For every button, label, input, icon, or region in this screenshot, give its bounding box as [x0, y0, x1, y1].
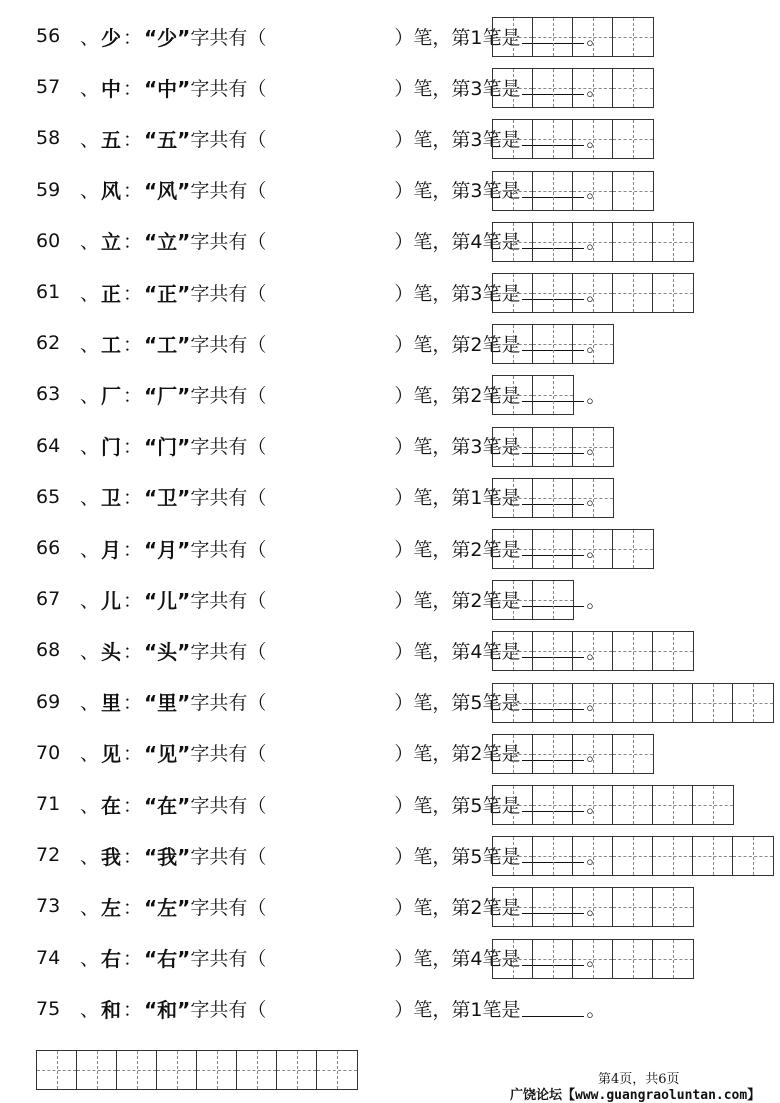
question-number: 61 — [36, 281, 61, 303]
grid-cell[interactable] — [573, 428, 613, 466]
grid-cell[interactable] — [197, 1051, 237, 1089]
question-number: 66 — [36, 537, 61, 559]
stroke-count-prompt: 字共有（ — [190, 180, 267, 203]
stroke-position: 第4笔是 — [451, 231, 521, 254]
grid-cell[interactable] — [493, 376, 533, 414]
stroke-count-prompt: 字共有（ — [190, 487, 267, 510]
question-number: 73 — [36, 895, 61, 918]
period: 。 — [586, 692, 606, 715]
stroke-answer-blank[interactable] — [522, 1015, 584, 1017]
question-char: 和 — [101, 998, 122, 1023]
grid-cell[interactable] — [117, 1051, 157, 1089]
grid-cell[interactable] — [317, 1051, 357, 1089]
period: 。 — [586, 794, 606, 817]
grid-cell[interactable] — [613, 18, 653, 56]
grid-cell[interactable] — [493, 940, 533, 978]
grid-cell[interactable] — [533, 786, 573, 824]
colon: ： — [123, 384, 143, 407]
page-number: 第4页，共6页 — [598, 1072, 680, 1087]
grid-cell[interactable] — [653, 223, 693, 261]
quoted-char: “和” — [144, 998, 191, 1023]
stroke-suffix: ）笔， — [394, 333, 452, 356]
colon: ： — [123, 999, 143, 1022]
quoted-char: “五” — [144, 127, 191, 152]
stroke-suffix: ）笔， — [394, 948, 452, 971]
stroke-suffix: ）笔， — [394, 794, 452, 817]
question-number: 56 — [36, 25, 61, 47]
grid-cell[interactable] — [493, 428, 533, 466]
grid-cell[interactable] — [733, 684, 773, 722]
colon: ： — [123, 77, 143, 100]
grid-cell[interactable] — [533, 530, 573, 568]
stroke-count-prompt: 字共有（ — [190, 333, 267, 356]
period: 。 — [586, 845, 606, 868]
question-char: 卫 — [101, 486, 122, 511]
separator: 、 — [80, 538, 100, 561]
question-char: 风 — [101, 179, 122, 204]
question-char: 厂 — [101, 383, 122, 408]
grid-cell[interactable] — [157, 1051, 197, 1089]
grid-cell[interactable] — [613, 735, 653, 773]
separator: 、 — [80, 77, 100, 100]
quoted-char: “见” — [144, 742, 191, 767]
stroke-position: 第4笔是 — [451, 640, 521, 663]
stroke-position: 第5笔是 — [451, 692, 521, 715]
separator: 、 — [80, 487, 100, 510]
quoted-char: “少” — [144, 25, 191, 50]
writing-grid[interactable] — [36, 1050, 358, 1090]
stroke-count-prompt: 字共有（ — [190, 743, 267, 766]
grid-cell[interactable] — [613, 223, 653, 261]
separator: 、 — [80, 794, 100, 817]
question-number: 74 — [36, 946, 61, 969]
writing-grid[interactable] — [492, 222, 694, 262]
writing-grid[interactable] — [492, 324, 614, 364]
stroke-suffix: ）笔， — [394, 999, 452, 1022]
grid-cell[interactable] — [613, 274, 653, 312]
grid-cell[interactable] — [533, 376, 573, 414]
period: 。 — [586, 333, 606, 356]
question-char: 少 — [101, 25, 122, 50]
stroke-position: 第2笔是 — [451, 538, 521, 561]
grid-cell[interactable] — [653, 684, 693, 722]
stroke-suffix: ）笔， — [394, 282, 452, 305]
separator: 、 — [80, 948, 100, 971]
grid-cell[interactable] — [613, 684, 653, 722]
grid-cell[interactable] — [573, 786, 613, 824]
question-number: 71 — [36, 793, 61, 815]
period: 。 — [586, 589, 606, 612]
quoted-char: “厂” — [144, 383, 191, 408]
question-number: 58 — [36, 127, 61, 150]
writing-grid[interactable] — [492, 887, 694, 927]
grid-cell[interactable] — [573, 223, 613, 261]
period: 。 — [586, 640, 606, 663]
separator: 、 — [80, 845, 100, 868]
grid-cell[interactable] — [653, 632, 693, 670]
grid-cell[interactable] — [493, 274, 533, 312]
stroke-count-prompt: 字共有（ — [190, 845, 267, 868]
separator: 、 — [80, 999, 100, 1022]
site-footer — [510, 1084, 760, 1103]
grid-cell[interactable] — [573, 274, 613, 312]
grid-cell[interactable] — [493, 837, 533, 875]
stroke-position: 第3笔是 — [451, 77, 521, 100]
stroke-position: 第3笔是 — [451, 436, 521, 459]
grid-cell[interactable] — [493, 684, 533, 722]
grid-cell[interactable] — [533, 428, 573, 466]
separator: 、 — [80, 282, 100, 305]
question-number: 60 — [36, 229, 61, 252]
grid-cell[interactable] — [653, 837, 693, 875]
grid-cell[interactable] — [613, 940, 653, 978]
quoted-char: “正” — [144, 281, 191, 306]
question-char: 左 — [101, 895, 122, 920]
grid-cell[interactable] — [493, 735, 533, 773]
question-char: 头 — [101, 639, 122, 664]
separator: 、 — [80, 436, 100, 459]
grid-cell[interactable] — [493, 18, 533, 56]
colon: ： — [123, 282, 143, 305]
writing-grid[interactable] — [492, 683, 774, 723]
grid-cell[interactable] — [613, 120, 653, 158]
stroke-count-prompt: 字共有（ — [190, 999, 267, 1022]
stroke-position: 第2笔是 — [451, 384, 521, 407]
stroke-position: 第5笔是 — [451, 845, 521, 868]
period: 。 — [586, 538, 606, 561]
quoted-char: “工” — [144, 332, 191, 357]
stroke-suffix: ）笔， — [394, 692, 452, 715]
stroke-count-prompt: 字共有（ — [190, 589, 267, 612]
colon: ： — [123, 333, 143, 356]
quoted-char: “里” — [144, 691, 191, 716]
grid-cell[interactable] — [573, 530, 613, 568]
site-name: 广饶论坛 — [510, 1088, 563, 1103]
grid-cell[interactable] — [533, 274, 573, 312]
period: 。 — [586, 896, 606, 919]
writing-grid[interactable] — [492, 734, 654, 774]
grid-cell[interactable] — [533, 632, 573, 670]
grid-cell[interactable] — [533, 223, 573, 261]
period: 。 — [586, 436, 606, 459]
separator: 、 — [80, 589, 100, 612]
grid-cell[interactable] — [533, 735, 573, 773]
period: 。 — [586, 384, 606, 407]
stroke-position: 第1笔是 — [451, 487, 521, 510]
writing-grid[interactable] — [492, 17, 654, 57]
quoted-char: “中” — [144, 76, 191, 101]
grid-cell[interactable] — [493, 581, 533, 619]
colon: ： — [123, 589, 143, 612]
grid-cell[interactable] — [237, 1051, 277, 1089]
grid-cell[interactable] — [493, 325, 533, 363]
grid-cell[interactable] — [493, 120, 533, 158]
grid-cell[interactable] — [573, 684, 613, 722]
separator: 、 — [80, 384, 100, 407]
quoted-char: “我” — [144, 844, 191, 869]
stroke-suffix: ）笔， — [394, 128, 452, 151]
grid-cell[interactable] — [533, 940, 573, 978]
stroke-count-prompt: 字共有（ — [190, 896, 267, 919]
grid-cell[interactable] — [693, 684, 733, 722]
question-number: 62 — [36, 332, 61, 355]
grid-cell[interactable] — [613, 632, 653, 670]
stroke-count-prompt: 字共有（ — [190, 231, 267, 254]
quoted-char: “在” — [144, 793, 191, 818]
stroke-count-prompt: 字共有（ — [190, 948, 267, 971]
stroke-count-prompt: 字共有（ — [190, 640, 267, 663]
question-number: 59 — [36, 178, 61, 201]
period: 。 — [586, 487, 606, 510]
grid-cell[interactable] — [613, 69, 653, 107]
writing-grid[interactable] — [492, 631, 694, 671]
quoted-char: “卫” — [144, 486, 191, 511]
writing-grid[interactable] — [492, 375, 574, 415]
grid-cell[interactable] — [613, 530, 653, 568]
quoted-char: “儿” — [144, 588, 191, 613]
stroke-suffix: ）笔， — [394, 180, 452, 203]
stroke-suffix: ）笔， — [394, 845, 452, 868]
stroke-suffix: ）笔， — [394, 589, 452, 612]
period: 。 — [586, 743, 606, 766]
separator: 、 — [80, 180, 100, 203]
grid-cell[interactable] — [613, 786, 653, 824]
stroke-count-prompt: 字共有（ — [190, 692, 267, 715]
stroke-suffix: ）笔， — [394, 77, 452, 100]
grid-cell[interactable] — [613, 837, 653, 875]
colon: ： — [123, 487, 143, 510]
grid-cell[interactable] — [653, 888, 693, 926]
grid-cell[interactable] — [493, 786, 533, 824]
grid-cell[interactable] — [573, 735, 613, 773]
quoted-char: “立” — [144, 230, 191, 255]
stroke-position: 第3笔是 — [451, 282, 521, 305]
grid-cell[interactable] — [573, 632, 613, 670]
grid-cell[interactable] — [573, 940, 613, 978]
grid-cell[interactable] — [493, 223, 533, 261]
colon: ： — [123, 26, 143, 49]
colon: ： — [123, 896, 143, 919]
grid-cell[interactable] — [493, 479, 533, 517]
period: 。 — [586, 999, 606, 1022]
question-number: 69 — [36, 690, 61, 713]
stroke-count-prompt: 字共有（ — [190, 384, 267, 407]
grid-cell[interactable] — [493, 172, 533, 210]
quoted-char: “右” — [144, 947, 191, 972]
grid-cell[interactable] — [653, 786, 693, 824]
separator: 、 — [80, 692, 100, 715]
question-char: 正 — [101, 281, 122, 306]
writing-grid[interactable] — [492, 478, 614, 518]
grid-cell[interactable] — [573, 325, 613, 363]
quoted-char: “左” — [144, 895, 191, 920]
period: 。 — [586, 77, 606, 100]
writing-grid[interactable] — [492, 836, 774, 876]
grid-cell[interactable] — [693, 837, 733, 875]
quoted-char: “风” — [144, 179, 191, 204]
question-char: 五 — [101, 127, 122, 152]
question-number: 68 — [36, 639, 61, 662]
stroke-suffix: ）笔， — [394, 384, 452, 407]
stroke-count-prompt: 字共有（ — [190, 282, 267, 305]
period: 。 — [586, 948, 606, 971]
grid-cell[interactable] — [653, 274, 693, 312]
stroke-position: 第5笔是 — [451, 794, 521, 817]
grid-cell[interactable] — [613, 172, 653, 210]
colon: ： — [123, 845, 143, 868]
writing-grid[interactable] — [492, 785, 734, 825]
question-char: 儿 — [101, 588, 122, 613]
grid-cell[interactable] — [533, 325, 573, 363]
stroke-suffix: ）笔， — [394, 26, 452, 49]
separator: 、 — [80, 896, 100, 919]
grid-cell[interactable] — [277, 1051, 317, 1089]
writing-grid[interactable] — [492, 171, 654, 211]
question-char: 里 — [101, 691, 122, 716]
question-number: 57 — [36, 76, 61, 99]
grid-cell[interactable] — [533, 120, 573, 158]
grid-cell[interactable] — [533, 837, 573, 875]
colon: ： — [123, 692, 143, 715]
stroke-position: 第1笔是 — [451, 999, 521, 1022]
grid-cell[interactable] — [533, 581, 573, 619]
grid-cell[interactable] — [493, 69, 533, 107]
stroke-position: 第2笔是 — [451, 333, 521, 356]
stroke-count-prompt: 字共有（ — [190, 794, 267, 817]
question-char: 门 — [101, 435, 122, 460]
writing-grid[interactable] — [492, 580, 574, 620]
stroke-position: 第4笔是 — [451, 948, 521, 971]
quoted-char: “月” — [144, 537, 191, 562]
colon: ： — [123, 794, 143, 817]
question-number: 65 — [36, 485, 61, 508]
stroke-position: 第3笔是 — [451, 128, 521, 151]
question-number: 72 — [36, 844, 61, 867]
question-char: 立 — [101, 230, 122, 255]
quoted-char: “头” — [144, 639, 191, 664]
period: 。 — [586, 26, 606, 49]
stroke-position: 第2笔是 — [451, 896, 521, 919]
grid-cell[interactable] — [613, 888, 653, 926]
colon: ： — [123, 538, 143, 561]
period: 。 — [586, 231, 606, 254]
stroke-suffix: ）笔， — [394, 896, 452, 919]
grid-cell[interactable] — [573, 888, 613, 926]
colon: ： — [123, 640, 143, 663]
writing-grid[interactable] — [492, 68, 654, 108]
grid-cell[interactable] — [573, 837, 613, 875]
stroke-count-prompt: 字共有（ — [190, 436, 267, 459]
period: 。 — [586, 282, 606, 305]
colon: ： — [123, 128, 143, 151]
stroke-suffix: ）笔， — [394, 436, 452, 459]
question-char: 中 — [101, 76, 122, 101]
grid-cell[interactable] — [533, 888, 573, 926]
writing-grid[interactable] — [492, 529, 654, 569]
stroke-suffix: ）笔， — [394, 487, 452, 510]
question-number: 64 — [36, 434, 61, 457]
question-number: 67 — [36, 588, 61, 611]
grid-cell[interactable] — [573, 69, 613, 107]
question-char: 右 — [101, 947, 122, 972]
separator: 、 — [80, 640, 100, 663]
question-row — [36, 988, 605, 1030]
stroke-count-prompt: 字共有（ — [190, 77, 267, 100]
stroke-suffix: ）笔， — [394, 640, 452, 663]
question-char: 见 — [101, 742, 122, 767]
grid-cell[interactable] — [493, 632, 533, 670]
quoted-char: “门” — [144, 435, 191, 460]
separator: 、 — [80, 231, 100, 254]
grid-cell[interactable] — [693, 786, 733, 824]
grid-cell[interactable] — [533, 479, 573, 517]
writing-grid[interactable] — [492, 427, 614, 467]
question-char: 月 — [101, 537, 122, 562]
stroke-count-prompt: 字共有（ — [190, 26, 267, 49]
colon: ： — [123, 743, 143, 766]
grid-cell[interactable] — [493, 888, 533, 926]
grid-cell[interactable] — [37, 1051, 77, 1089]
writing-grid[interactable] — [492, 273, 694, 313]
grid-cell[interactable] — [733, 837, 773, 875]
separator: 、 — [80, 128, 100, 151]
stroke-suffix: ）笔， — [394, 743, 452, 766]
grid-cell[interactable] — [493, 530, 533, 568]
question-char: 在 — [101, 793, 122, 818]
grid-cell[interactable] — [573, 120, 613, 158]
stroke-count-prompt: 字共有（ — [190, 538, 267, 561]
separator: 、 — [80, 743, 100, 766]
stroke-position: 第2笔是 — [451, 589, 521, 612]
colon: ： — [123, 231, 143, 254]
grid-cell[interactable] — [573, 18, 613, 56]
writing-grid[interactable] — [492, 119, 654, 159]
grid-cell[interactable] — [533, 172, 573, 210]
writing-grid[interactable] — [492, 939, 694, 979]
separator: 、 — [80, 26, 100, 49]
colon: ： — [123, 436, 143, 459]
stroke-count-prompt: 字共有（ — [190, 128, 267, 151]
site-url: 【www.guangraoluntan.com】 — [562, 1088, 761, 1103]
grid-cell[interactable] — [533, 69, 573, 107]
question-char: 我 — [101, 844, 122, 869]
grid-cell[interactable] — [573, 172, 613, 210]
period: 。 — [586, 180, 606, 203]
stroke-suffix: ）笔， — [394, 231, 452, 254]
grid-cell[interactable] — [653, 940, 693, 978]
grid-cell[interactable] — [533, 684, 573, 722]
separator: 、 — [80, 333, 100, 356]
colon: ： — [123, 180, 143, 203]
grid-cell[interactable] — [533, 18, 573, 56]
question-number: 75 — [36, 997, 61, 1020]
colon: ： — [123, 948, 143, 971]
period: 。 — [586, 128, 606, 151]
grid-cell[interactable] — [573, 479, 613, 517]
question-char: 工 — [101, 332, 122, 357]
stroke-position: 第2笔是 — [451, 743, 521, 766]
grid-cell[interactable] — [77, 1051, 117, 1089]
stroke-position: 第3笔是 — [451, 180, 521, 203]
question-number: 63 — [36, 383, 61, 406]
question-number: 70 — [36, 741, 61, 764]
stroke-suffix: ）笔， — [394, 538, 452, 561]
stroke-position: 第1笔是 — [451, 26, 521, 49]
